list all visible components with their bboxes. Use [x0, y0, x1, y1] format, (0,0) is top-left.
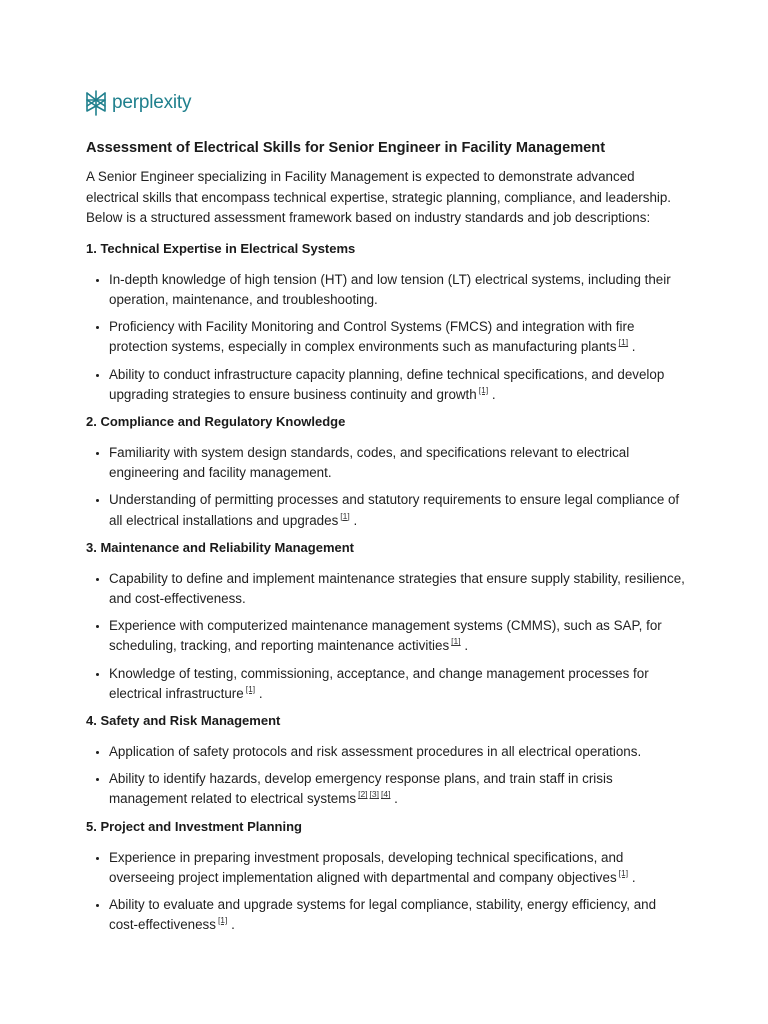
citation-link[interactable]: [4] — [381, 789, 391, 800]
bullet-list — [86, 569, 686, 704]
list-item-punctuation: . — [349, 512, 358, 528]
list-item-punctuation: . — [628, 869, 636, 885]
list-item-text: Proficiency with Facility Monitoring and Control Systems (FMCS) and integration with fire protection systems, especially in complex environments such as manufacturing plants — [109, 319, 635, 355]
section-heading: 5. Project and Investment Planning — [86, 818, 302, 834]
perplexity-logo[interactable] — [85, 89, 191, 117]
list-item — [109, 664, 686, 704]
bullet-list — [86, 443, 686, 531]
citation-link[interactable]: [1] — [217, 915, 228, 926]
section-heading: 2. Compliance and Regulatory Knowledge — [86, 414, 346, 429]
list-item — [109, 895, 686, 935]
intro-paragraph: A Senior Engineer specializing in Facility Management is expected to demonstrate advanced electrical skills that encompass technical expertise, strategic planning, compliance, and leadership. Below is a structured assessment framework based on industry standards and job descriptions: — [86, 169, 672, 226]
section — [86, 538, 686, 704]
citation-link[interactable]: [1] — [245, 683, 256, 694]
citation-link[interactable]: [1] — [618, 867, 629, 878]
list-item — [109, 616, 686, 656]
bullet-list — [86, 270, 686, 405]
list-item-punctuation: . — [255, 685, 263, 701]
list-item-text: Capability to define and implement maintenance strategies that ensure supply stability, resilience, and cost-effectiveness. — [109, 570, 685, 607]
citation-link[interactable]: [1] — [451, 636, 461, 647]
list-item — [109, 848, 686, 888]
citation-link[interactable]: [1] — [340, 510, 350, 521]
list-item-text: In-depth knowledge of high tension (HT) and low tension (LT) electrical systems, including their operation, maintenance, and troubleshooting. — [109, 271, 671, 307]
list-item-text: Experience in preparing investment proposals, developing technical specifications, and overseeing project implementation aligned with departmental and company objectives — [109, 849, 624, 885]
section-heading: 4. Safety and Risk Management — [86, 713, 281, 729]
citation-link[interactable]: [1] — [478, 384, 489, 395]
list-item — [109, 769, 686, 809]
list-item-text: Application of safety protocols and risk assessment procedures in all electrical operations. — [109, 744, 642, 760]
list-item-text: Familiarity with system design standards, codes, and specifications relevant to electrical engineering and facility management. — [109, 445, 630, 481]
list-item-text: Knowledge of testing, commissioning, acceptance, and change management processes for electrical infrastructure — [109, 665, 649, 701]
section — [86, 711, 686, 810]
section — [86, 412, 686, 531]
list-item — [109, 317, 686, 357]
list-item-text: Ability to conduct infrastructure capacity planning, define technical specifications, and develop upgrading strategies to ensure business continuity and growth — [109, 366, 665, 402]
citation-link[interactable]: [3] — [369, 789, 379, 800]
perplexity-logo-icon — [85, 90, 107, 116]
section — [86, 239, 686, 405]
list-item-punctuation: . — [390, 791, 398, 807]
section — [86, 817, 686, 936]
list-item-punctuation: . — [628, 339, 636, 355]
section-heading: 3. Maintenance and Reliability Management — [86, 539, 355, 555]
sections-container — [86, 239, 686, 936]
logo-wordmark: perplexity — [112, 92, 192, 113]
list-item-text: Experience with computerized maintenance management systems (CMMS), such as SAP, for scheduling, tracking, and reporting maintenance activities — [109, 618, 662, 654]
list-item — [109, 742, 686, 762]
list-item-punctuation: . — [488, 386, 496, 402]
list-item — [109, 365, 686, 405]
list-item-punctuation: . — [227, 917, 235, 933]
list-item-text: Ability to evaluate and upgrade systems for legal compliance, stability, energy efficiency, and cost-effectiveness — [109, 897, 657, 933]
list-item-text: Ability to identify hazards, develop emergency response plans, and train staff in crisis management related to electrical systems — [109, 771, 613, 807]
citation-link[interactable]: [1] — [618, 337, 629, 348]
citation-link[interactable]: [2] — [358, 789, 368, 800]
list-item-text: Understanding of permitting processes and statutory requirements to ensure legal compliance of all electrical installations and upgrades — [109, 492, 680, 528]
article — [86, 138, 686, 942]
list-item — [109, 270, 686, 310]
page-title: Assessment of Electrical Skills for Senior Engineer in Facility Management — [86, 140, 606, 156]
list-item — [109, 490, 686, 530]
list-item — [109, 569, 686, 609]
list-item — [109, 443, 686, 483]
bullet-list — [86, 848, 686, 936]
list-item-punctuation: . — [460, 638, 469, 654]
bullet-list — [86, 742, 686, 810]
section-heading: 1. Technical Expertise in Electrical Systems — [86, 240, 356, 256]
